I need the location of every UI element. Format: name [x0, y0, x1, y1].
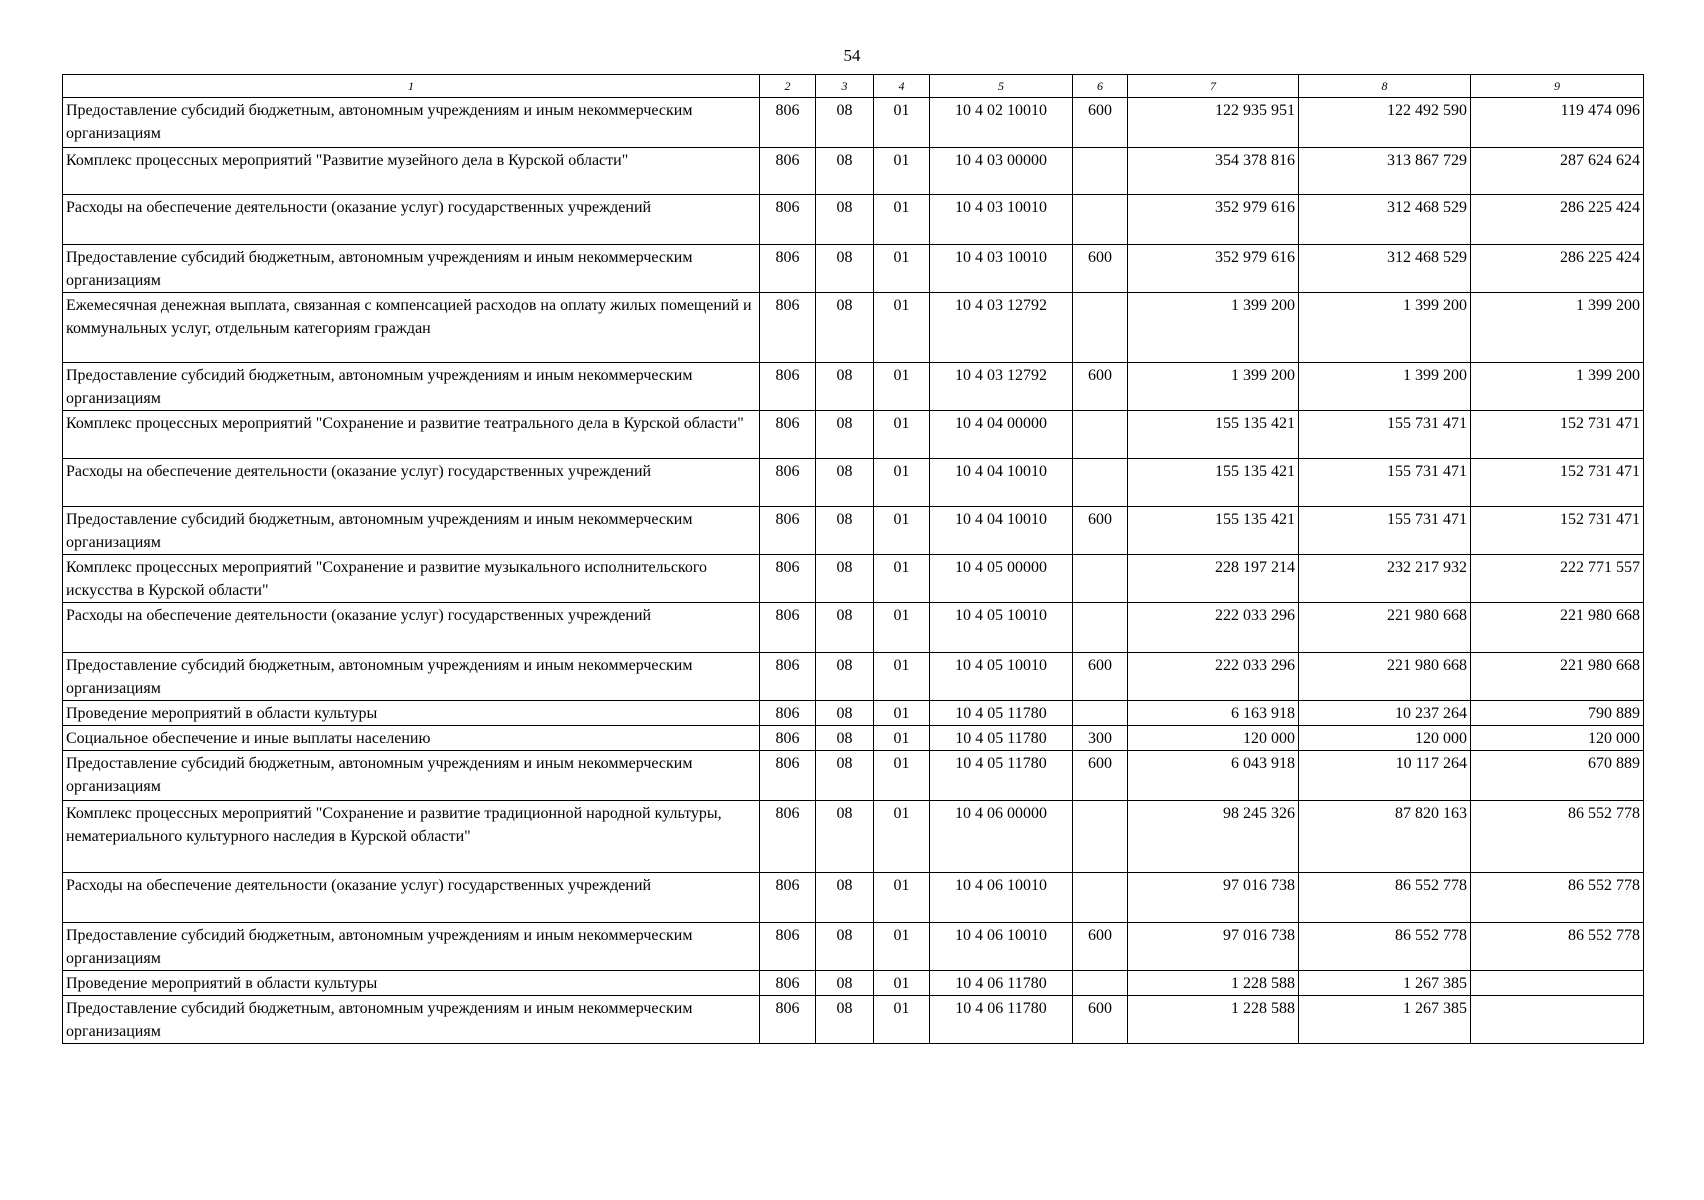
ministry-code-cell: 806 [760, 555, 816, 603]
column-number: 8 [1299, 75, 1471, 98]
amount-year-1-cell: 222 033 296 [1128, 653, 1299, 701]
column-number: 7 [1128, 75, 1299, 98]
amount-year-3-cell: 86 552 778 [1471, 873, 1644, 923]
subsection-code-cell: 01 [874, 507, 930, 555]
ministry-code-cell: 806 [760, 923, 816, 971]
table-row [63, 971, 1644, 996]
ministry-code-cell: 806 [760, 363, 816, 411]
row-name-cell: Расходы на обеспечение деятельности (оказание услуг) государственных учреждений [63, 873, 760, 923]
expense-type-cell [1073, 459, 1128, 507]
expense-type-cell: 600 [1073, 751, 1128, 801]
table-row [63, 923, 1644, 971]
section-code-cell: 08 [816, 459, 874, 507]
target-article-cell: 10 4 03 12792 [930, 363, 1073, 411]
ministry-code-cell: 806 [760, 726, 816, 751]
target-article-cell: 10 4 06 10010 [930, 873, 1073, 923]
column-number: 2 [760, 75, 816, 98]
section-code-cell: 08 [816, 923, 874, 971]
column-number: 4 [874, 75, 930, 98]
target-article-cell: 10 4 06 10010 [930, 923, 1073, 971]
target-article-cell: 10 4 02 10010 [930, 98, 1073, 148]
amount-year-2-cell: 1 399 200 [1299, 293, 1471, 363]
amount-year-2-cell: 122 492 590 [1299, 98, 1471, 148]
subsection-code-cell: 01 [874, 411, 930, 459]
amount-year-1-cell: 228 197 214 [1128, 555, 1299, 603]
target-article-cell: 10 4 03 10010 [930, 245, 1073, 293]
section-code-cell: 08 [816, 555, 874, 603]
amount-year-2-cell: 232 217 932 [1299, 555, 1471, 603]
table-row [63, 726, 1644, 751]
target-article-cell: 10 4 04 00000 [930, 411, 1073, 459]
amount-year-3-cell: 1 399 200 [1471, 293, 1644, 363]
row-name-cell: Предоставление субсидий бюджетным, автономным учреждениям и иным некоммерческим организациям [63, 923, 760, 971]
column-number: 9 [1471, 75, 1644, 98]
amount-year-1-cell: 120 000 [1128, 726, 1299, 751]
subsection-code-cell: 01 [874, 363, 930, 411]
amount-year-3-cell: 1 399 200 [1471, 363, 1644, 411]
section-code-cell: 08 [816, 363, 874, 411]
amount-year-2-cell: 312 468 529 [1299, 195, 1471, 245]
amount-year-2-cell: 312 468 529 [1299, 245, 1471, 293]
amount-year-3-cell: 221 980 668 [1471, 653, 1644, 701]
column-number: 1 [63, 75, 760, 98]
row-name-cell: Комплекс процессных мероприятий "Сохранение и развитие традиционной народной культуры, нематериального культурного наследия в Курской области" [63, 801, 760, 873]
row-name-cell: Расходы на обеспечение деятельности (оказание услуг) государственных учреждений [63, 195, 760, 245]
section-code-cell: 08 [816, 245, 874, 293]
subsection-code-cell: 01 [874, 603, 930, 653]
section-code-cell: 08 [816, 701, 874, 726]
row-name-cell: Комплекс процессных мероприятий "Сохранение и развитие музыкального исполнительского искусства в Курской области" [63, 555, 760, 603]
amount-year-2-cell: 221 980 668 [1299, 603, 1471, 653]
subsection-code-cell: 01 [874, 148, 930, 195]
amount-year-1-cell: 354 378 816 [1128, 148, 1299, 195]
ministry-code-cell: 806 [760, 411, 816, 459]
amount-year-3-cell: 286 225 424 [1471, 245, 1644, 293]
amount-year-1-cell: 1 399 200 [1128, 293, 1299, 363]
subsection-code-cell: 01 [874, 555, 930, 603]
amount-year-1-cell: 1 228 588 [1128, 996, 1299, 1044]
target-article-cell: 10 4 03 10010 [930, 195, 1073, 245]
amount-year-1-cell: 6 163 918 [1128, 701, 1299, 726]
ministry-code-cell: 806 [760, 971, 816, 996]
column-number-row [63, 75, 1644, 98]
ministry-code-cell: 806 [760, 293, 816, 363]
expense-type-cell [1073, 555, 1128, 603]
expense-type-cell: 600 [1073, 245, 1128, 293]
amount-year-3-cell: 152 731 471 [1471, 459, 1644, 507]
amount-year-1-cell: 97 016 738 [1128, 873, 1299, 923]
expense-type-cell: 600 [1073, 363, 1128, 411]
row-name-cell: Предоставление субсидий бюджетным, автономным учреждениям и иным некоммерческим организациям [63, 98, 760, 148]
table-row [63, 411, 1644, 459]
expense-type-cell: 600 [1073, 996, 1128, 1044]
amount-year-3-cell: 670 889 [1471, 751, 1644, 801]
amount-year-3-cell: 222 771 557 [1471, 555, 1644, 603]
amount-year-3-cell: 120 000 [1471, 726, 1644, 751]
row-name-cell: Предоставление субсидий бюджетным, автономным учреждениям и иным некоммерческим организациям [63, 507, 760, 555]
amount-year-3-cell: 286 225 424 [1471, 195, 1644, 245]
subsection-code-cell: 01 [874, 195, 930, 245]
expense-type-cell [1073, 873, 1128, 923]
subsection-code-cell: 01 [874, 245, 930, 293]
table-row [63, 751, 1644, 801]
table-row [63, 195, 1644, 245]
ministry-code-cell: 806 [760, 603, 816, 653]
amount-year-2-cell: 86 552 778 [1299, 923, 1471, 971]
subsection-code-cell: 01 [874, 726, 930, 751]
subsection-code-cell: 01 [874, 996, 930, 1044]
table-row [63, 801, 1644, 873]
target-article-cell: 10 4 05 10010 [930, 653, 1073, 701]
amount-year-3-cell: 86 552 778 [1471, 801, 1644, 873]
ministry-code-cell: 806 [760, 507, 816, 555]
page-number: 54 [843, 46, 861, 65]
section-code-cell: 08 [816, 293, 874, 363]
table-row [63, 245, 1644, 293]
amount-year-3-cell: 86 552 778 [1471, 923, 1644, 971]
table-row [63, 507, 1644, 555]
expense-type-cell: 300 [1073, 726, 1128, 751]
column-number: 5 [930, 75, 1073, 98]
row-name-cell: Предоставление субсидий бюджетным, автономным учреждениям и иным некоммерческим организациям [63, 245, 760, 293]
expense-type-cell [1073, 148, 1128, 195]
expense-type-cell [1073, 701, 1128, 726]
expense-type-cell: 600 [1073, 98, 1128, 148]
ministry-code-cell: 806 [760, 459, 816, 507]
expense-type-cell: 600 [1073, 507, 1128, 555]
target-article-cell: 10 4 05 00000 [930, 555, 1073, 603]
ministry-code-cell: 806 [760, 996, 816, 1044]
target-article-cell: 10 4 05 11780 [930, 701, 1073, 726]
amount-year-2-cell: 155 731 471 [1299, 507, 1471, 555]
amount-year-1-cell: 155 135 421 [1128, 411, 1299, 459]
target-article-cell: 10 4 04 10010 [930, 507, 1073, 555]
target-article-cell: 10 4 06 11780 [930, 996, 1073, 1044]
amount-year-2-cell: 1 267 385 [1299, 971, 1471, 996]
target-article-cell: 10 4 03 12792 [930, 293, 1073, 363]
target-article-cell: 10 4 04 10010 [930, 459, 1073, 507]
amount-year-1-cell: 1 228 588 [1128, 971, 1299, 996]
target-article-cell: 10 4 06 11780 [930, 971, 1073, 996]
amount-year-3-cell: 152 731 471 [1471, 411, 1644, 459]
row-name-cell: Предоставление субсидий бюджетным, автономным учреждениям и иным некоммерческим организациям [63, 653, 760, 701]
section-code-cell: 08 [816, 603, 874, 653]
amount-year-1-cell: 155 135 421 [1128, 507, 1299, 555]
subsection-code-cell: 01 [874, 98, 930, 148]
subsection-code-cell: 01 [874, 751, 930, 801]
amount-year-3-cell: 221 980 668 [1471, 603, 1644, 653]
table-row [63, 555, 1644, 603]
budget-table [62, 74, 1644, 1044]
row-name-cell: Расходы на обеспечение деятельности (оказание услуг) государственных учреждений [63, 459, 760, 507]
table-row [63, 603, 1644, 653]
row-name-cell: Комплекс процессных мероприятий "Развитие музейного дела в Курской области" [63, 148, 760, 195]
table-row [63, 701, 1644, 726]
table-row [63, 996, 1644, 1044]
expense-type-cell: 600 [1073, 653, 1128, 701]
amount-year-2-cell: 155 731 471 [1299, 411, 1471, 459]
ministry-code-cell: 806 [760, 751, 816, 801]
amount-year-1-cell: 98 245 326 [1128, 801, 1299, 873]
amount-year-1-cell: 155 135 421 [1128, 459, 1299, 507]
ministry-code-cell: 806 [760, 701, 816, 726]
row-name-cell: Социальное обеспечение и иные выплаты населению [63, 726, 760, 751]
expense-type-cell [1073, 293, 1128, 363]
section-code-cell: 08 [816, 971, 874, 996]
target-article-cell: 10 4 05 11780 [930, 751, 1073, 801]
ministry-code-cell: 806 [760, 148, 816, 195]
amount-year-2-cell: 10 237 264 [1299, 701, 1471, 726]
ministry-code-cell: 806 [760, 873, 816, 923]
table-row [63, 98, 1644, 148]
subsection-code-cell: 01 [874, 459, 930, 507]
amount-year-3-cell: 790 889 [1471, 701, 1644, 726]
section-code-cell: 08 [816, 801, 874, 873]
table-row [63, 653, 1644, 701]
amount-year-1-cell: 1 399 200 [1128, 363, 1299, 411]
amount-year-1-cell: 122 935 951 [1128, 98, 1299, 148]
row-name-cell: Проведение мероприятий в области культуры [63, 701, 760, 726]
amount-year-2-cell: 1 267 385 [1299, 996, 1471, 1044]
row-name-cell: Предоставление субсидий бюджетным, автономным учреждениям и иным некоммерческим организациям [63, 363, 760, 411]
section-code-cell: 08 [816, 873, 874, 923]
expense-type-cell [1073, 971, 1128, 996]
target-article-cell: 10 4 03 00000 [930, 148, 1073, 195]
subsection-code-cell: 01 [874, 701, 930, 726]
expense-type-cell [1073, 411, 1128, 459]
amount-year-2-cell: 221 980 668 [1299, 653, 1471, 701]
row-name-cell: Проведение мероприятий в области культуры [63, 971, 760, 996]
amount-year-3-cell [1471, 971, 1644, 996]
amount-year-1-cell: 352 979 616 [1128, 245, 1299, 293]
target-article-cell: 10 4 06 00000 [930, 801, 1073, 873]
amount-year-1-cell: 6 043 918 [1128, 751, 1299, 801]
section-code-cell: 08 [816, 726, 874, 751]
expense-type-cell [1073, 801, 1128, 873]
table-row [63, 459, 1644, 507]
target-article-cell: 10 4 05 10010 [930, 603, 1073, 653]
row-name-cell: Расходы на обеспечение деятельности (оказание услуг) государственных учреждений [63, 603, 760, 653]
ministry-code-cell: 806 [760, 245, 816, 293]
subsection-code-cell: 01 [874, 653, 930, 701]
amount-year-3-cell: 287 624 624 [1471, 148, 1644, 195]
table-row [63, 873, 1644, 923]
target-article-cell: 10 4 05 11780 [930, 726, 1073, 751]
subsection-code-cell: 01 [874, 293, 930, 363]
subsection-code-cell: 01 [874, 923, 930, 971]
section-code-cell: 08 [816, 411, 874, 459]
ministry-code-cell: 806 [760, 801, 816, 873]
amount-year-2-cell: 155 731 471 [1299, 459, 1471, 507]
table-row [63, 363, 1644, 411]
amount-year-1-cell: 352 979 616 [1128, 195, 1299, 245]
column-number: 3 [816, 75, 874, 98]
amount-year-3-cell: 152 731 471 [1471, 507, 1644, 555]
section-code-cell: 08 [816, 148, 874, 195]
amount-year-2-cell: 120 000 [1299, 726, 1471, 751]
amount-year-2-cell: 87 820 163 [1299, 801, 1471, 873]
section-code-cell: 08 [816, 751, 874, 801]
section-code-cell: 08 [816, 98, 874, 148]
amount-year-2-cell: 313 867 729 [1299, 148, 1471, 195]
section-code-cell: 08 [816, 996, 874, 1044]
row-name-cell: Ежемесячная денежная выплата, связанная с компенсацией расходов на оплату жилых помещений и коммунальных услуг, отдельным категориям граждан [63, 293, 760, 363]
expense-type-cell [1073, 195, 1128, 245]
amount-year-2-cell: 1 399 200 [1299, 363, 1471, 411]
column-number: 6 [1073, 75, 1128, 98]
expense-type-cell: 600 [1073, 923, 1128, 971]
ministry-code-cell: 806 [760, 195, 816, 245]
amount-year-3-cell: 119 474 096 [1471, 98, 1644, 148]
amount-year-2-cell: 10 117 264 [1299, 751, 1471, 801]
subsection-code-cell: 01 [874, 971, 930, 996]
row-name-cell: Комплекс процессных мероприятий "Сохранение и развитие театрального дела в Курской области" [63, 411, 760, 459]
subsection-code-cell: 01 [874, 801, 930, 873]
section-code-cell: 08 [816, 195, 874, 245]
table-row [63, 293, 1644, 363]
amount-year-1-cell: 222 033 296 [1128, 603, 1299, 653]
ministry-code-cell: 806 [760, 653, 816, 701]
section-code-cell: 08 [816, 507, 874, 555]
amount-year-3-cell [1471, 996, 1644, 1044]
expense-type-cell [1073, 603, 1128, 653]
subsection-code-cell: 01 [874, 873, 930, 923]
row-name-cell: Предоставление субсидий бюджетным, автономным учреждениям и иным некоммерческим организациям [63, 996, 760, 1044]
section-code-cell: 08 [816, 653, 874, 701]
table-row [63, 148, 1644, 195]
amount-year-1-cell: 97 016 738 [1128, 923, 1299, 971]
amount-year-2-cell: 86 552 778 [1299, 873, 1471, 923]
row-name-cell: Предоставление субсидий бюджетным, автономным учреждениям и иным некоммерческим организациям [63, 751, 760, 801]
ministry-code-cell: 806 [760, 98, 816, 148]
